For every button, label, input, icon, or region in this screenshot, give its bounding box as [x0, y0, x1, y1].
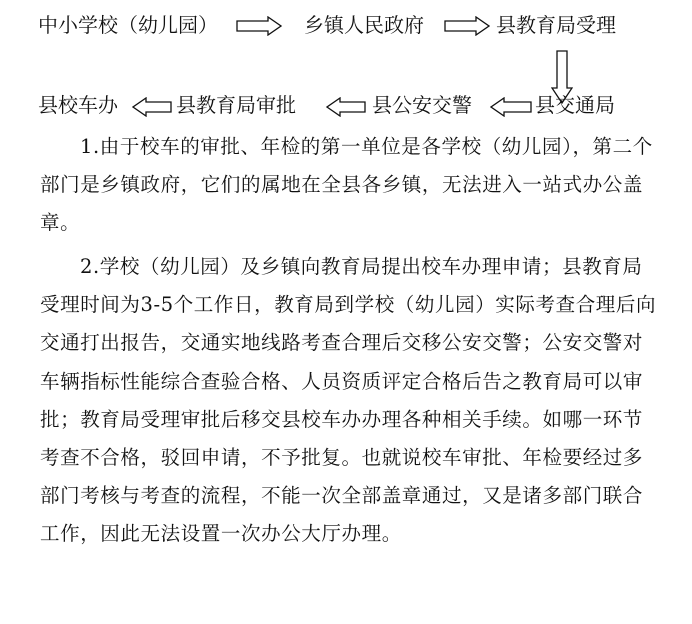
flow-step-education-bureau-acceptance: 县教育局受理 — [496, 13, 616, 37]
arrow-right-icon — [236, 16, 282, 36]
flow-step-public-security-traffic-police: 县公安交警 — [372, 93, 472, 117]
arrow-right-icon — [444, 16, 490, 36]
paragraph-2: 2.学校（幼儿园）及乡镇向教育局提出校车办理申请；县教育局受理时间为3-5个工作日，教育局到学校（幼儿园）实际考查合理后向交通打出报告，交通实地线路考查合理后交移公安交警；公安交警对车辆指标性能综合查验合格、人员资质评定合格后告之教育局可以审批；教育局受理审批后移交县校车办办理各种相关手续。如哪一环节考查不合格，驳回申请，不予批复。也就说校车审批、年检要经过多部门考核与考查的流程，不能一次全部盖章通过，又是诸多部门联合工作，因此无法设置一次办公大厅办理。 — [40, 255, 657, 546]
flow-step-school-bus-office: 县校车办 — [38, 93, 118, 117]
flow-step-transport-bureau: 县交通局 — [535, 93, 615, 117]
flow-step-education-bureau-approval: 县教育局审批 — [176, 93, 296, 117]
flowchart-row-2 — [0, 88, 692, 122]
arrow-left-icon — [132, 97, 172, 117]
arrow-left-icon — [326, 97, 366, 117]
flow-step-township-government: 乡镇人民政府 — [304, 13, 424, 37]
paragraph-1: 1.由于校车的审批、年检的第一单位是各学校（幼儿园），第二个部门是乡镇政府，它们的属地在全县各乡镇，无法进入一站式办公盖章。 — [40, 135, 653, 235]
flowchart-row-1 — [0, 8, 692, 42]
flow-step-schools: 中小学校（幼儿园） — [38, 13, 218, 37]
arrow-left-icon — [490, 97, 532, 117]
